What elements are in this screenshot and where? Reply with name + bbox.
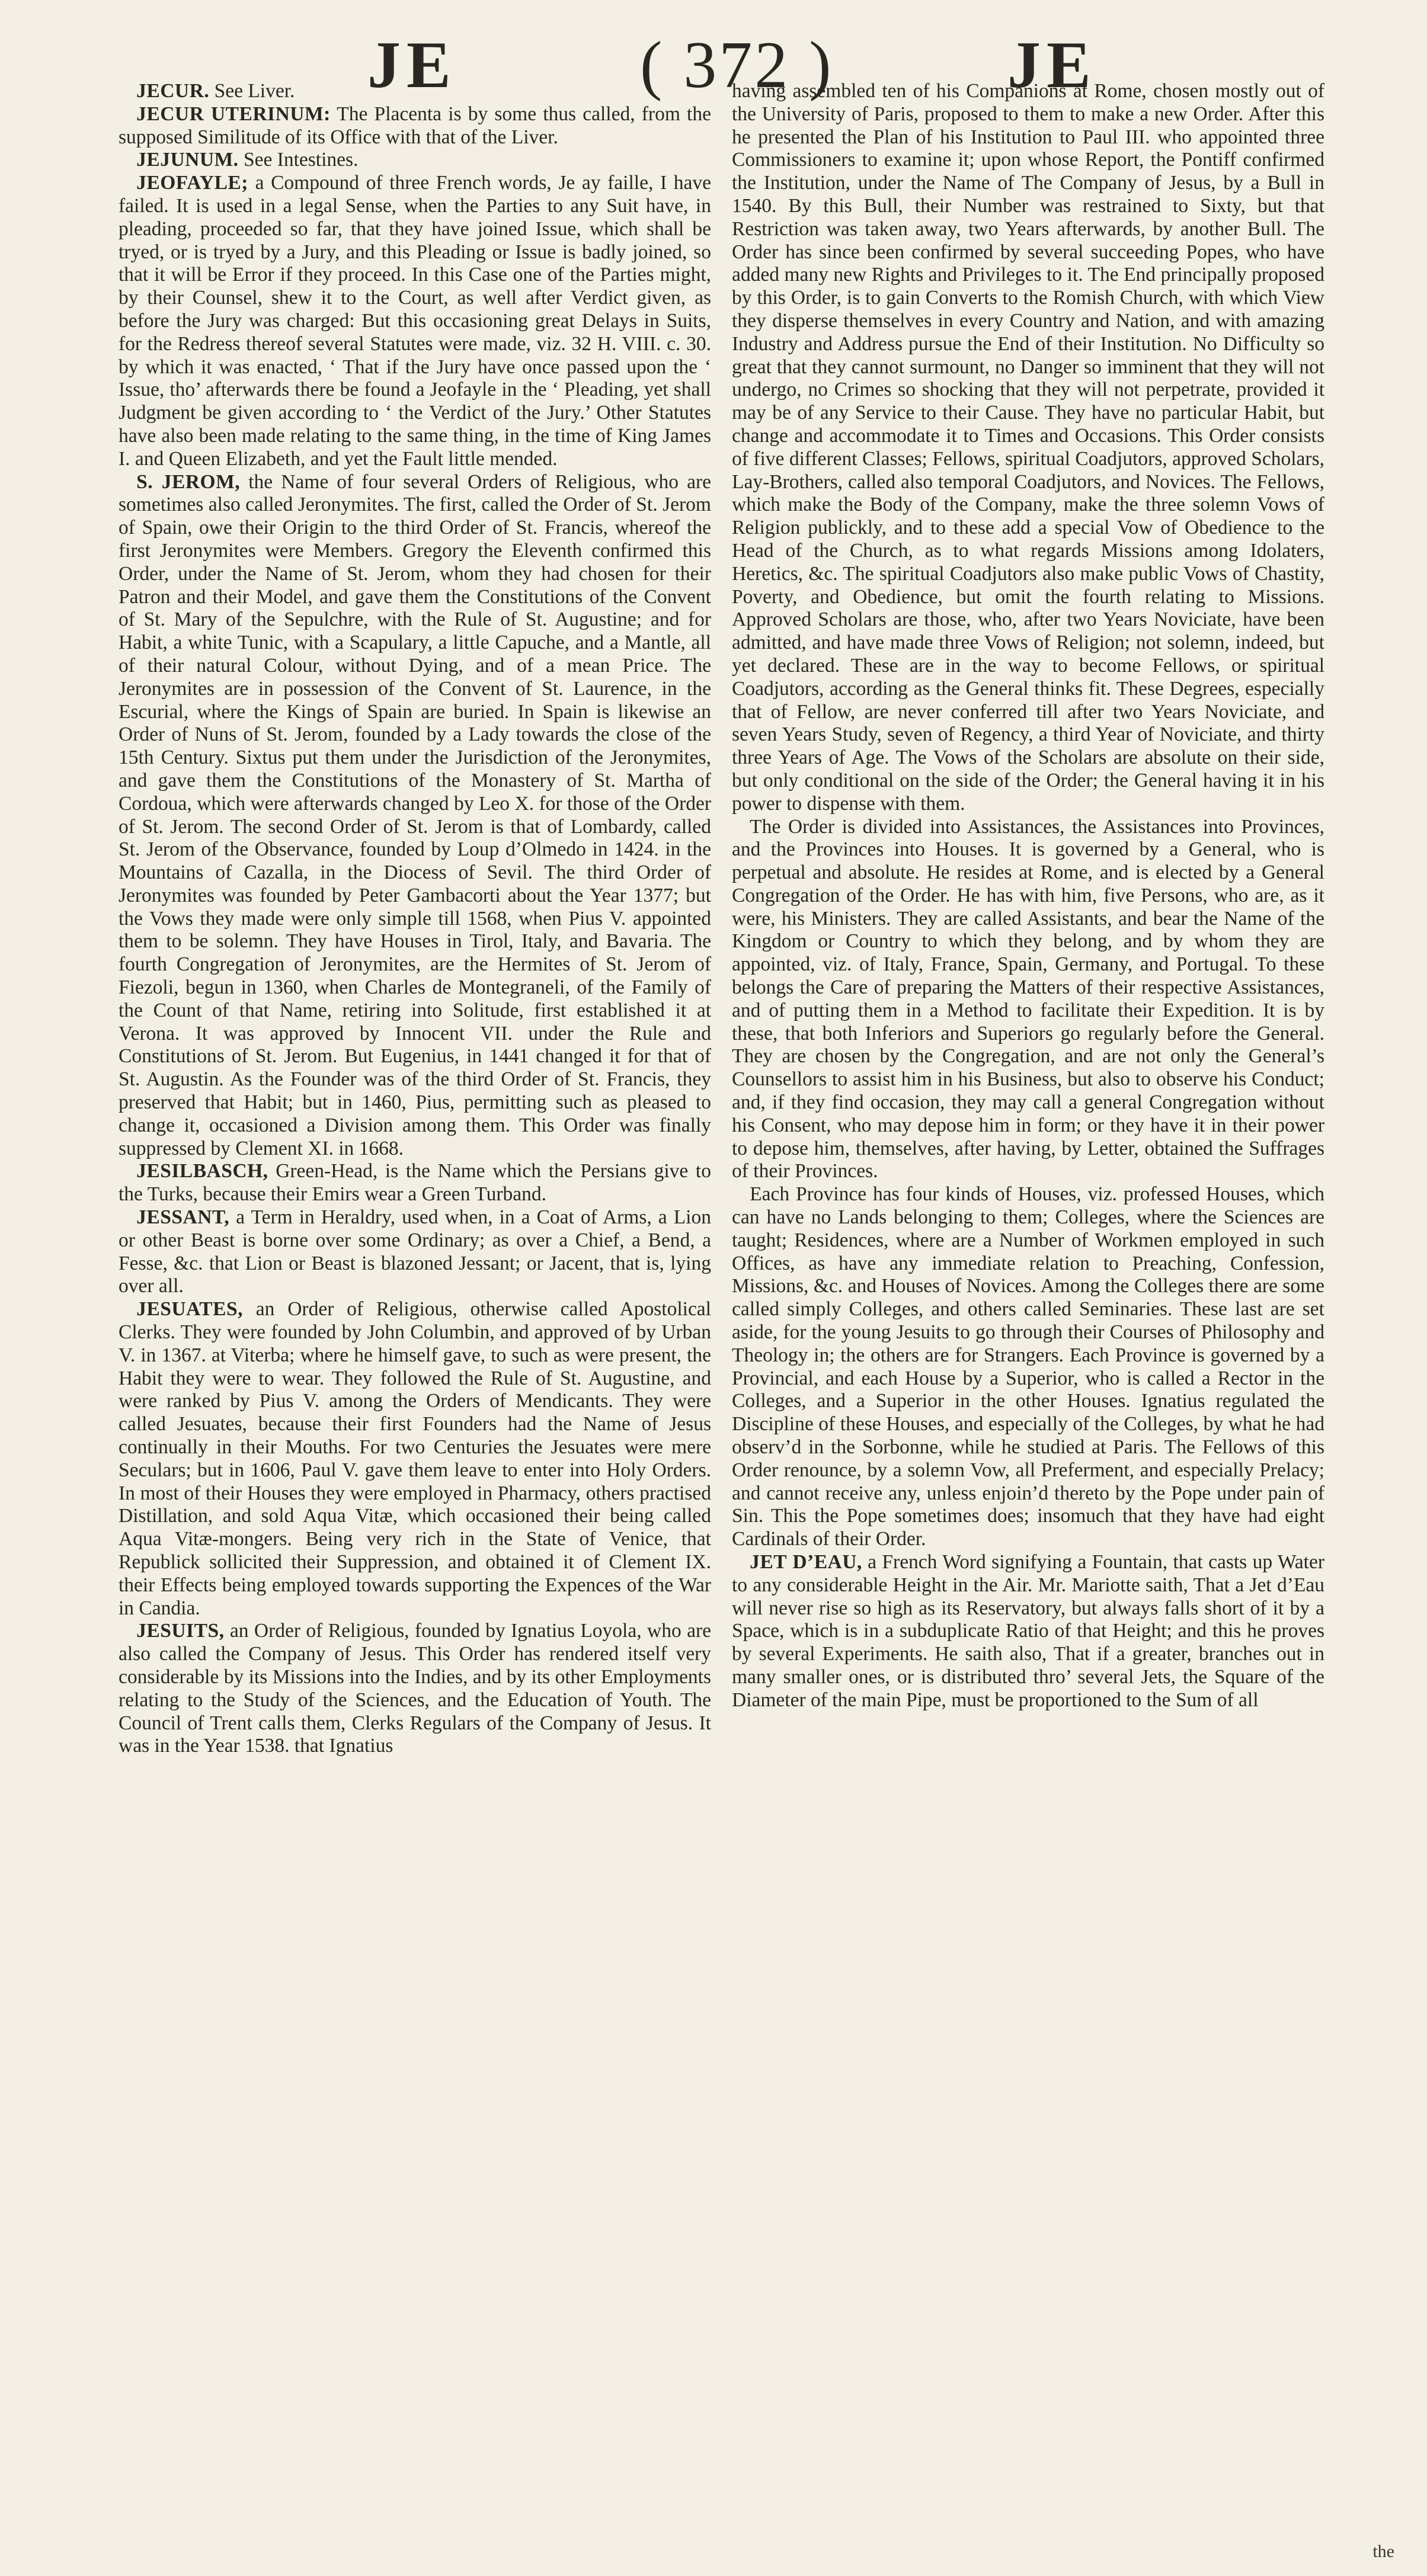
entry-headword: JET D’EAU, (750, 1551, 862, 1573)
entry-text: the Name of four several Orders of Religious, who are sometimes also called Jeronymites. The first, called the Order of St. Jerom of Spain, owe their Origin to the third Order of St. Francis, whereof the first Jeronymites were Members. Gregory the Eleventh confirmed this Order, under the Name of St. Jerom, whom they had chosen for their Patron and their Model, and gave them the Constitutions of the Convent of St. Mary of the Sepulchre, with the Rule of St. Augustine; and for Habit, a white Tunic, with a Scapulary, a little Capuche, and a Mantle, all of their natural Colour, without Dying, and of a mean Price. The Jeronymites are in possession of the Convent of St. Laurence, in the Escurial, where the Kings of Spain are buried. In Spain is likewise an Order of Nuns of St. Jerom, founded by a Lady towards the close of the 15th Century. Sixtus put them under the Jurisdiction of the Jeronymites, and gave them the Constitutions of the Monastery of St. Martha of Cordoua, which were afterwards changed by Leo X. for those of the Order of St. Jerom. The second Order of St. Jerom is that of Lombardy, called St. Jerom of the Observance, founded by Loup d’Olmedo in 1424. in the Mountains of Cazalla, in the Diocess of Sevil. The third Order of Jeronymites was founded by Peter Gambacorti about the Year 1377; but the Vows they made were only simple till 1568, when Pius V. appointed them to be solemn. They have Houses in Tirol, Italy, and Bavaria. The fourth Congregation of Jeronymites, are the Hermites of St. Jerom of Fiezoli, begun in 1360, when Charles de Montegraneli, of the Family of the Count of that Name, retiring into Solitude, first established it at Verona. It was approved by Innocent VII. under the Rule and Constitutions of St. Jerom. But Eugenius, in 1441 changed it for that of St. Augustin. As the Founder was of the third Order of St. Francis, they preserved that Habit; but in 1460, Pius, permitting such as pleased to change it, occasioned a Division among them. This Order was finally suppressed by Clement XI. in 1668. (119, 470, 711, 1159)
page-number: ( 372 ) (640, 28, 834, 102)
dictionary-entry (119, 103, 711, 149)
entry-text: The Order is divided into Assistances, the Assistances into Provinces, and the Provinces into Houses. It is governed by a General, who is perpetual and absolute. He resides at Rome, and is elected by a General Congregation of the Order. He has with him, five Persons, who are, as it were, his Ministers. They are called Assistants, and bear the Name of the Kingdom or Country to which they belong, and by whom they are appointed, viz. of Italy, France, Spain, Germany, and Portugal. To these belongs the Care of preparing the Matters of their respective Assistances, and of putting them in a Method to facilitate their Expedition. It is by these, that both Inferiors and Superiors go regularly before the General. They are chosen by the Congregation, and are not only the General’s Counsellors to assist him in his Business, but also to observe his Conduct; and, if they find occasion, they may call a general Congregation without his Consent, who may depose him in form; or they have it in their power to depose him, themselves, after having, by Letter, obtained the Suffrages of their Provinces. (732, 815, 1324, 1183)
entry-headword: JESSANT, (136, 1206, 230, 1229)
dictionary-entry (119, 149, 711, 172)
right-column (732, 80, 1324, 2539)
entry-text: Green-Head, is the Name which the Persians give to the Turks, because their Emirs wear a Green Turband. (119, 1160, 711, 1206)
dictionary-entry (119, 1620, 711, 1758)
entry-headword: JESILBASCH, (136, 1160, 268, 1183)
entry-text: a Term in Heraldry, used when, in a Coat of Arms, a Lion or other Beast is borne over some Ordinary; as over a Chief, a Bend, a Fesse, &c. that Lion or Beast is blazoned Jessant; or Jacent, that is, lying over all. (119, 1206, 711, 1297)
dictionary-entry (119, 471, 711, 1161)
entry-text: an Order of Religious, founded by Ignatius Loyola, who are also called the Company of Jesus. This Order has rendered itself very considerable by its Missions into the Indies, and by its other Employments relating to the Study of the Sciences, and the Education of Youth. The Council of Trent calls them, Clerks Regulars of the Company of Jesus. It was in the Year 1538. that Ignatius (119, 1620, 711, 1757)
dictionary-entry (732, 80, 1324, 816)
entry-headword: S. JEROM, (136, 470, 241, 493)
dictionary-entry (732, 1551, 1324, 1712)
entry-text: See Liver. (209, 80, 295, 102)
entry-text: Each Province has four kinds of Houses, viz. professed Houses, which can have no Lands belonging to them; Colleges, where the Sciences are taught; Residences, where are a Number of Workmen employed in such Offices, as have any immediate relation to Preaching, Confession, Missions, &c. and Houses of Novices. Among the Colleges there are some called simply Colleges, and others called Seminaries. These last are set aside, for the young Jesuits to go through their Courses of Philosophy and Theology in; the others are for Strangers. Each Province is governed by a Provincial, and each House by a Superior, who is called a Rector in the Colleges, and a Superior in the other Houses. Ignatius regulated the Discipline of these Houses, and especially of the Colleges, by what he had observ’d in the Sorbonne, while he studied at Paris. The Fellows of this Order renounce, by a solemn Vow, all Preferment, and especially Prelacy; and cannot receive any, unless enjoin’d thereto by the Pope under pain of Sin. This the Pope sometimes does; insomuch that they have had eight Cardinals of their Order. (732, 1183, 1324, 1550)
entry-headword: JEJUNUM. (136, 149, 239, 171)
entry-headword: JECUR UTERINUM: (136, 102, 331, 125)
running-head-right: JE (1007, 28, 1097, 102)
dictionary-entry (732, 1183, 1324, 1551)
entry-headword: JECUR. (136, 80, 210, 102)
entry-headword: JESUITS, (136, 1620, 225, 1642)
entry-text: See Intestines. (238, 149, 359, 171)
dictionary-entry (119, 1160, 711, 1206)
dictionary-entry (119, 1206, 711, 1298)
running-head-left: JE (367, 28, 457, 102)
dictionary-entry (119, 80, 711, 103)
catchword: the (1372, 2542, 1394, 2561)
left-column (119, 80, 711, 2539)
entry-text: a French Word signifying a Fountain, that casts up Water to any considerable Height in the Air. Mr. Mariotte saith, That a Jet d’Eau will never rise so high as its Reservatory, but always falls short of it by a Space, which is in a subduplicate Ratio of that Height; and this he proves by several Experiments. He saith also, That if a greater, branches out in many smaller ones, or is distributed thro’ several Jets, the Square of the Diameter of the main Pipe, must be proportioned to the Sum of all (732, 1551, 1324, 1711)
entry-text: The Placenta is by some thus called, from the supposed Similitude of its Office with that of the Liver. (119, 102, 711, 148)
dictionary-entry (732, 816, 1324, 1184)
entry-headword: JESUATES, (136, 1298, 243, 1321)
entry-text: an Order of Religious, otherwise called Apostolical Clerks. They were founded by John Columbin, and approved of by Urban V. in 1367. at Viterba; where he himself gave, to such as were present, the Habit they were to wear. They followed the Rule of St. Augustine, and were ranked by Pius V. among the Orders of Mendicants. They were called Jesuates, because their first Founders had the Name of Jesus continually in their Mouths. For two Centuries the Jesuates were mere Seculars; but in 1606, Paul V. gave them leave to enter into Holy Orders. In most of their Houses they were employed in Pharmacy, others practised Distillation, and sold Aqua Vitæ, which occasioned their being called Aqua Vitæ-mongers. Being very rich in the State of Venice, that Republick sollicited their Suppression, and obtained it of Clement IX. their Effects being employed towards supporting the Expences of the War in Candia. (119, 1298, 711, 1619)
entry-headword: JEOFAYLE; (136, 172, 248, 194)
entry-text: having assembled ten of his Companions at Rome, chosen mostly out of the University of Paris, proposed to them to make a new Order. After this he presented the Plan of his Institution to Paul III. who appointed three Commissioners to examine it; upon whose Report, the Pontiff confirmed the Institution, under the Name of The Company of Jesus, by a Bull in 1540. By this Bull, their Number was restrained to Sixty, but that Restriction was taken away, two Years afterwards, by another Bull. The Order has since been confirmed by several succeeding Popes, who have added many new Rights and Privileges to it. The End principally proposed by this Order, is to gain Converts to the Romish Church, with which View they disperse themselves in every Country and Nation, and with amazing Industry and Address pursue the End of their Institution. No Difficulty so great that they cannot surmount, no Danger so imminent that they will not undergo, no Crimes so shocking that they will not perpetrate, provided it may be of any Service to their Cause. They have no particular Habit, but change and accommodate it to Times and Occasions. This Order consists of five different Classes; Fellows, spiritual Coadjutors, approved Scholars, Lay-Brothers, called also temporal Coadjutors, and Novices. The Fellows, which make the Body of the Company, make the three solemn Vows of Religion publickly, and to these add a special Vow of Obedience to the Head of the Church, as to what regards Missions among Idolaters, Heretics, &c. The spiritual Coadjutors also make public Vows of Chastity, Poverty, and Obedience, but omit the fourth relating to Missions. Approved Scholars are those, who, after two Years Noviciate, have been admitted, and have made three Vows of Religion; not solemn, indeed, but yet declared. These are in the way to become Fellows, or spiritual Coadjutors, according as the General thinks fit. These Degrees, especially that of Fellow, are never conferred till after two Years Noviciate, and seven Years Study, seven of Regency, a third Year of Noviciate, and thirty three Years of Age. The Vows of the Scholars are absolute on their side, but only conditional on the side of the Order; the General having it in his power to dispense with them. (732, 80, 1324, 815)
dictionary-entry (119, 1298, 711, 1620)
entry-text: a Compound of three French words, Je ay faille, I have failed. It is used in a legal Sense, when the Parties to any Suit have, in pleading, proceeded so far, that they have joined Issue, which shall be tryed, or is tryed by a Jury, and this Pleading or Issue is badly joined, so that it will be Error if they proceed. In this Case one of the Parties might, by their Counsel, shew it to the Court, as well after Verdict given, as before the Jury was charged: But this occasioning great Delays in Suits, for the Redress thereof several Statutes were made, viz. 32 H. VIII. c. 30. by which it was enacted, ‘ That if the Jury have once passed upon the ‘ Issue, tho’ afterwards there be found a Jeofayle in the ‘ Pleading, yet shall Judgment be given according to ‘ the Verdict of the Jury.’ Other Statutes have also been made relating to the same thing, in the time of King James I. and Queen Elizabeth, and yet the Fault little mended. (119, 172, 711, 470)
dictionary-entry (119, 172, 711, 470)
